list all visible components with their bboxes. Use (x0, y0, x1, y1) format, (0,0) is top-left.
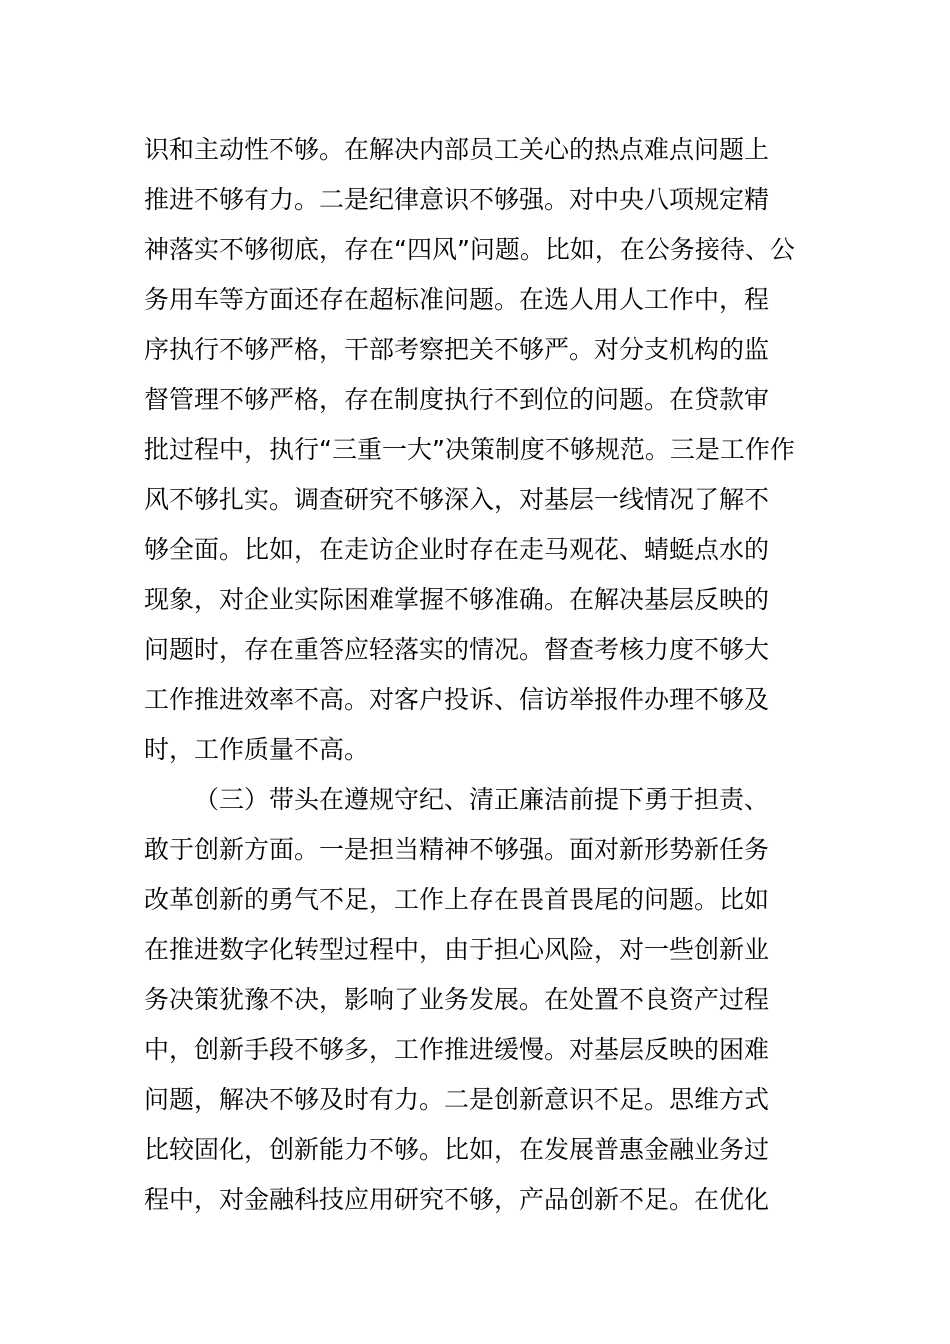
text-line: 务用车等方面还存在超标准问题。在选人用人工作中，程 (144, 285, 770, 314)
text-line: 务决策犹豫不决，影响了业务发展。在处置不良资产过程 (144, 985, 770, 1014)
text-line: 工作推进效率不高。对客户投诉、信访举报件办理不够及 (144, 685, 770, 714)
text-line: 神落实不够彻底，存在“四风”问题。比如，在公务接待、公 (144, 235, 795, 264)
document-body (144, 125, 814, 1225)
text-line: 现象，对企业实际困难掌握不够准确。在解决基层反映的 (144, 585, 770, 614)
section-heading-line: （三）带头在遵规守纪、清正廉洁前提下勇于担责、 (194, 785, 770, 814)
text-line: 序执行不够严格，干部考察把关不够严。对分支机构的监 (144, 335, 770, 364)
text-line: 程中，对金融科技应用研究不够，产品创新不足。在优化 (144, 1185, 770, 1214)
text-line: 问题时，存在重答应轻落实的情况。督查考核力度不够大 (144, 635, 770, 664)
text-line: 敢于创新方面。一是担当精神不够强。面对新形势新任务 (144, 835, 770, 864)
text-line: 在推进数字化转型过程中，由于担心风险，对一些创新业 (144, 935, 770, 964)
text-line: 比较固化，创新能力不够。比如，在发展普惠金融业务过 (144, 1135, 770, 1164)
text-line: 批过程中，执行“三重一大”决策制度不够规范。三是工作作 (144, 435, 795, 464)
paragraph-discipline (144, 125, 814, 775)
paragraph-section-three (144, 775, 814, 1225)
text-line: 识和主动性不够。在解决内部员工关心的热点难点问题上 (144, 135, 770, 164)
text-line: 推进不够有力。二是纪律意识不够强。对中央八项规定精 (144, 185, 770, 214)
text-line: 问题，解决不够及时有力。二是创新意识不足。思维方式 (144, 1085, 770, 1114)
text-line: 改革创新的勇气不足，工作上存在畏首畏尾的问题。比如 (144, 885, 770, 914)
text-line: 督管理不够严格，存在制度执行不到位的问题。在贷款审 (144, 385, 770, 414)
text-line: 够全面。比如，在走访企业时存在走马观花、蜻蜓点水的 (144, 535, 770, 564)
text-line: 中，创新手段不够多，工作推进缓慢。对基层反映的困难 (144, 1035, 770, 1064)
text-line: 时，工作质量不高。 (144, 735, 370, 764)
text-line: 风不够扎实。调查研究不够深入，对基层一线情况了解不 (144, 485, 770, 514)
